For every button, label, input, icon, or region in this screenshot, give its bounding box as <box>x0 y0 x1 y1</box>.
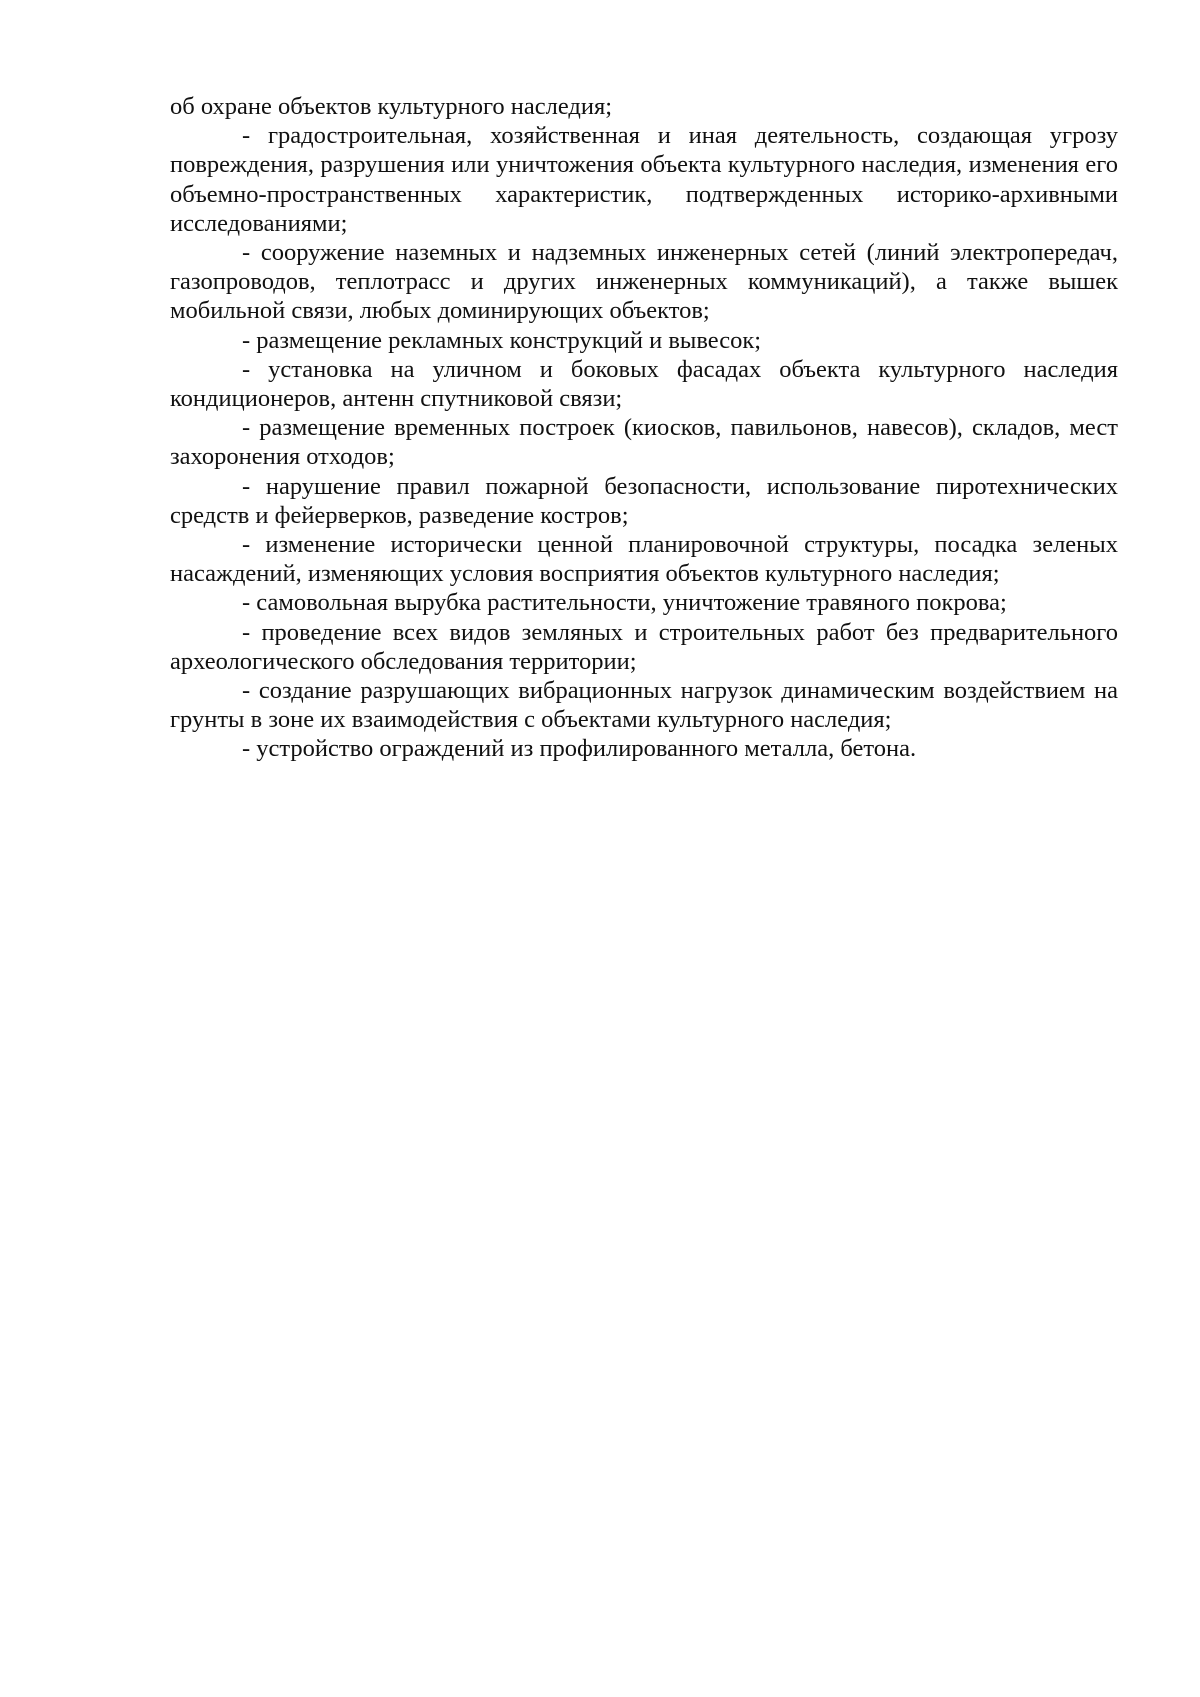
paragraph: - установка на уличном и боковых фасадах объекта культурного наследия кондиционеров, антенн спутниковой связи; <box>170 355 1118 413</box>
paragraph: - сооружение наземных и надземных инженерных сетей (линий электропередач, газопроводов, теплотрасс и других инженерных коммуникаций), а также вышек мобильной связи, любых доминирующих объектов; <box>170 239 1118 325</box>
paragraph: - самовольная вырубка растительности, уничтожение травяного покрова; <box>242 589 1007 617</box>
paragraph: - создание разрушающих вибрационных нагрузок динамическим воздействием на грунты в зоне их взаимодействия с объектами культурного наследия; <box>170 677 1118 734</box>
paragraph: - размещение рекламных конструкций и вывесок; <box>242 326 762 354</box>
paragraph: об охране объектов культурного наследия; <box>170 93 613 120</box>
paragraph: - нарушение правил пожарной безопасности, использование пиротехнических средств и фейерверков, разведение костров; <box>170 472 1118 529</box>
paragraph: - изменение исторически ценной планировочной структуры, посадка зеленых насаждений, изменяющих условия восприятия объектов культурного наследия; <box>170 531 1118 588</box>
paragraph: - устройство ограждений из профилированного металла, бетона. <box>242 735 917 763</box>
paragraph: - размещение временных построек (киосков, павильонов, навесов), складов, мест захоронения отходов; <box>170 414 1118 471</box>
document-body <box>170 92 1118 764</box>
paragraph: - проведение всех видов земляных и строительных работ без предварительного археологического обследования территории; <box>170 618 1118 675</box>
paragraph: - градостроительная, хозяйственная и иная деятельность, создающая угрозу повреждения, разрушения или уничтожения объекта культурного наследия, изменения его объемно-пространственных характеристик, подтвержденных историко-архивными исследованиями; <box>170 122 1118 237</box>
